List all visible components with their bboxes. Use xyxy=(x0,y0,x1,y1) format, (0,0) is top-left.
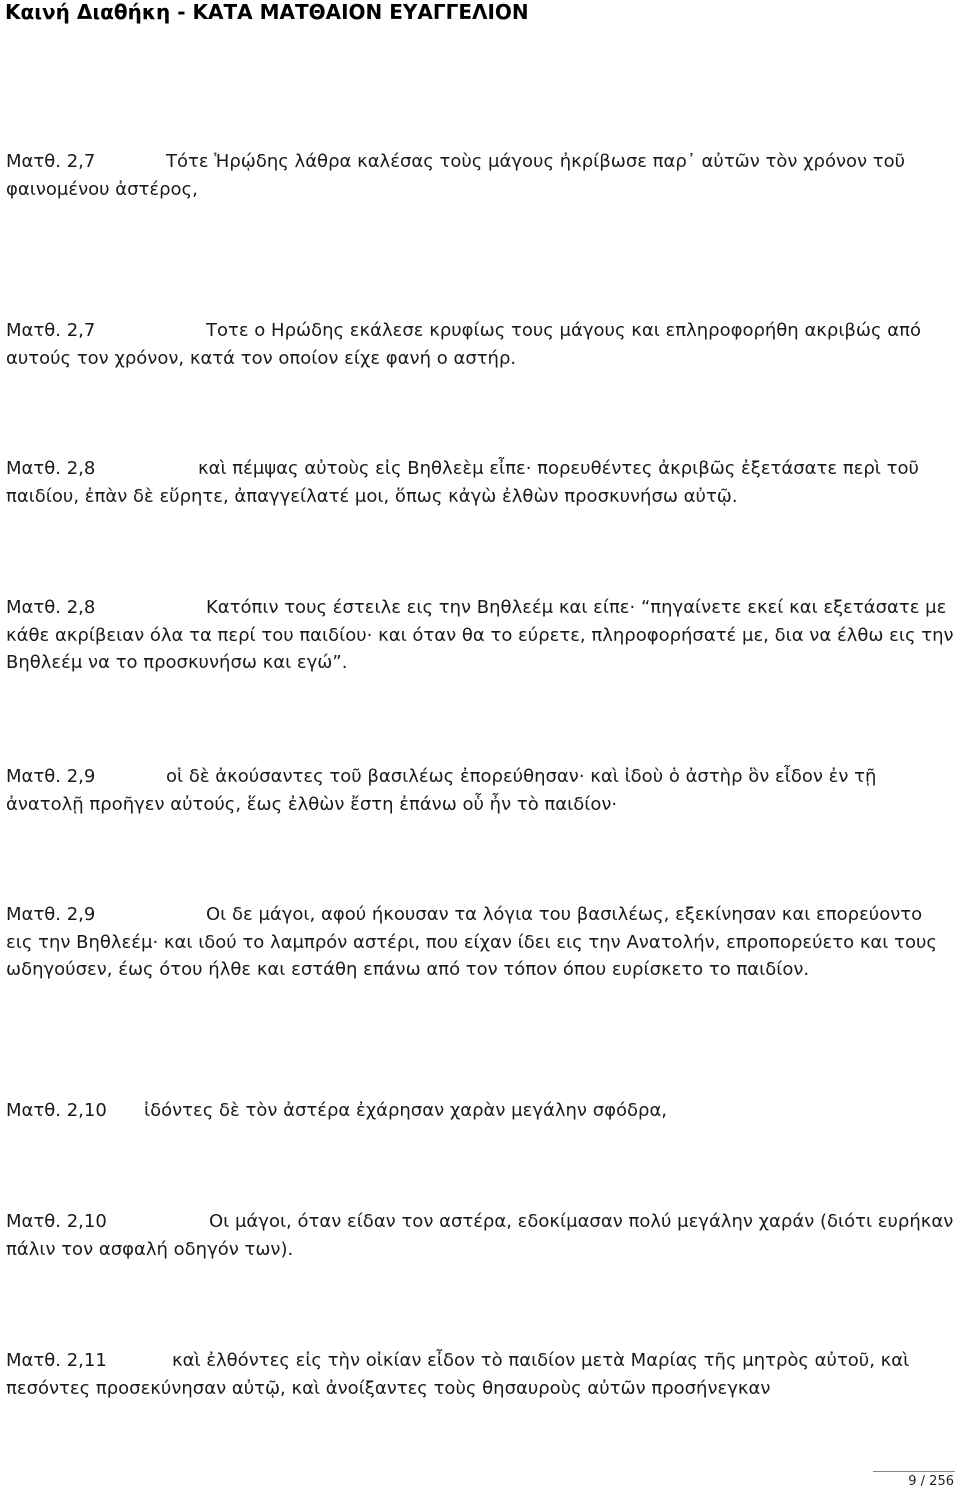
verse-paragraph xyxy=(6,1097,954,1125)
verse-text: Τότε Ἡρῴδης λάθρα καλέσας τοὺς μάγους ἠκρίβωσε παρ᾽ αὐτῶν τὸν χρόνον τοῦ φαινομένου ἀστέρος, xyxy=(6,151,906,200)
verse-paragraph xyxy=(6,317,954,372)
verse-reference: Ματθ. 2,10 xyxy=(6,1100,107,1121)
verse-paragraph xyxy=(6,763,954,818)
verse-paragraph xyxy=(6,1208,954,1263)
verse-text: οἱ δὲ ἀκούσαντες τοῦ βασιλέως ἐπορεύθησαν· καὶ ἰδοὺ ὁ ἀστὴρ ὃν εἶδον ἐν τῇ ἀνατολῇ προῆγεν αὐτούς, ἕως ἐλθὼν ἔστη ἐπάνω οὗ ἦν τὸ παιδίον· xyxy=(6,766,877,815)
verse-paragraph xyxy=(6,901,954,984)
verse-text: καὶ ἐλθόντες εἰς τὴν οἰκίαν εἶδον τὸ παιδίον μετὰ Μαρίας τῆς μητρὸς αὐτοῦ, καὶ πεσόντες προσεκύνησαν αὐτῷ, καὶ ἀνοίξαντες τοὺς θησαυροὺς αὐτῶν προσήνεγκαν xyxy=(6,1350,910,1399)
verse-paragraph xyxy=(6,1347,954,1402)
verse-reference: Ματθ. 2,10 xyxy=(6,1211,107,1232)
verse-paragraph xyxy=(6,148,954,203)
verse-reference: Ματθ. 2,9 xyxy=(6,766,96,787)
verse-reference: Ματθ. 2,8 xyxy=(6,458,96,479)
verse-text: ἰδόντες δὲ τὸν ἀστέρα ἐχάρησαν χαρὰν μεγάλην σφόδρα, xyxy=(144,1100,668,1121)
verse-paragraph xyxy=(6,455,954,510)
page-number: 9 / 256 xyxy=(908,1474,954,1489)
page-title: Καινή Διαθήκη - ΚΑΤΑ ΜΑΤΘΑΙΟΝ ΕΥΑΓΓΕΛΙΟΝ xyxy=(5,0,529,24)
verse-text: Οι μάγοι, όταν είδαν τον αστέρα, εδοκίμασαν πολύ μεγάλην χαράν (διότι ευρήκαν πάλιν τον ασφαλή οδηγόν των). xyxy=(6,1211,954,1260)
verse-text: καὶ πέμψας αὐτοὺς εἰς Βηθλεὲμ εἶπε· πορευθέντες ἀκριβῶς ἐξετάσατε περὶ τοῦ παιδίου, ἐπὰν δὲ εὕρητε, ἀπαγγείλατέ μοι, ὅπως κἀγὼ ἐλθὼν προσκυνήσω αὐτῷ. xyxy=(6,458,919,507)
verse-text: Κατόπιν τους έστειλε εις την Βηθλεέμ και είπε· “πηγαίνετε εκεί και εξετάσατε με κάθε ακρίβειαν όλα τα περί του παιδίου· και όταν θα το εύρετε, πληροφορήσατέ με, δια να έλθω εις την Βηθλεέμ να το προσκυνήσω και εγώ”. xyxy=(6,597,954,673)
verse-reference: Ματθ. 2,9 xyxy=(6,904,96,925)
footer-divider xyxy=(873,1471,955,1472)
verse-reference: Ματθ. 2,7 xyxy=(6,151,96,172)
verse-reference: Ματθ. 2,7 xyxy=(6,320,96,341)
verse-text: Τοτε ο Ηρώδης εκάλεσε κρυφίως τους μάγους και επληροφορήθη ακριβώς από αυτούς τον χρόνον, κατά τον οποίον είχε φανή ο αστήρ. xyxy=(6,320,921,369)
verse-reference: Ματθ. 2,8 xyxy=(6,597,96,618)
verse-paragraph xyxy=(6,594,954,677)
verse-reference: Ματθ. 2,11 xyxy=(6,1350,107,1371)
verse-text: Οι δε μάγοι, αφού ήκουσαν τα λόγια του βασιλέως, εξεκίνησαν και επορεύοντο εις την Βηθλεέμ· και ιδού το λαμπρόν αστέρι, που είχαν ίδει εις την Ανατολήν, επροπορεύετο και τους ωδηγούσεν, έως ότου ήλθε και εστάθη επάνω από τον τόπον όπου ευρίσκετο το παιδίον. xyxy=(6,904,937,980)
